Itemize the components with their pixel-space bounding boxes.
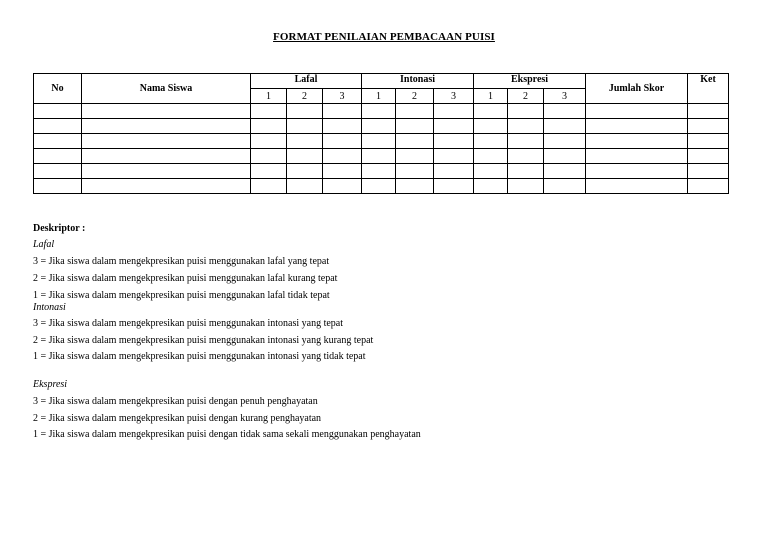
header-no: No xyxy=(34,74,82,104)
table-cell xyxy=(287,149,323,164)
table-cell xyxy=(688,164,729,179)
ekspresi-score-3: 3 xyxy=(544,89,586,104)
table-cell xyxy=(688,179,729,194)
descriptor-ekspresi-label: Ekspresi xyxy=(33,379,68,390)
descriptor-lafal-item: 2 = Jika siswa dalam mengekpresikan puisi menggunakan lafal kurang tepat xyxy=(33,273,338,284)
table-cell xyxy=(586,149,688,164)
table-cell xyxy=(544,104,586,119)
table-cell xyxy=(251,164,287,179)
table-cell xyxy=(323,149,362,164)
table-cell xyxy=(474,164,508,179)
table-cell xyxy=(396,149,434,164)
table-cell xyxy=(544,164,586,179)
table-cell xyxy=(688,119,729,134)
table-cell xyxy=(251,134,287,149)
table-cell xyxy=(323,104,362,119)
table-row xyxy=(34,149,729,164)
descriptor-lafal-item: 3 = Jika siswa dalam mengekpresikan puisi menggunakan lafal yang tepat xyxy=(33,256,330,267)
table-cell xyxy=(82,179,251,194)
header-intonasi: Intonasi xyxy=(362,74,474,89)
table-cell xyxy=(251,179,287,194)
table-cell xyxy=(34,149,82,164)
intonasi-score-1: 1 xyxy=(362,89,396,104)
table-cell xyxy=(474,179,508,194)
assessment-table xyxy=(33,73,729,194)
table-cell xyxy=(544,179,586,194)
table-cell xyxy=(508,149,544,164)
table-cell xyxy=(434,104,474,119)
table-cell xyxy=(287,119,323,134)
descriptor-intonasi-item: 2 = Jika siswa dalam mengekpresikan puisi menggunakan intonasi yang kurang tepat xyxy=(33,335,374,346)
table-cell xyxy=(82,149,251,164)
header-ekspresi: Ekspresi xyxy=(474,74,586,89)
table-cell xyxy=(287,179,323,194)
table-cell xyxy=(474,119,508,134)
table-cell xyxy=(688,134,729,149)
table-cell xyxy=(474,104,508,119)
table-cell xyxy=(544,119,586,134)
table-cell xyxy=(688,104,729,119)
descriptor-ekspresi-item: 3 = Jika siswa dalam mengekpresikan puisi dengan penuh penghayatan xyxy=(33,396,318,407)
ekspresi-score-2: 2 xyxy=(508,89,544,104)
table-cell xyxy=(287,134,323,149)
header-ket: Ket xyxy=(688,74,729,104)
table-cell xyxy=(82,164,251,179)
table-cell xyxy=(34,164,82,179)
table-cell xyxy=(362,164,396,179)
table-cell xyxy=(434,134,474,149)
descriptor-lafal-label: Lafal xyxy=(33,239,55,250)
table-cell xyxy=(396,104,434,119)
table-cell xyxy=(323,179,362,194)
table-cell xyxy=(251,104,287,119)
table-row xyxy=(34,164,729,179)
table-cell xyxy=(362,149,396,164)
table-cell xyxy=(362,119,396,134)
table-cell xyxy=(586,179,688,194)
descriptor-ekspresi-item: 2 = Jika siswa dalam mengekpresikan puisi dengan kurang penghayatan xyxy=(33,413,322,424)
table-cell xyxy=(434,164,474,179)
table-cell xyxy=(434,119,474,134)
table-cell xyxy=(82,119,251,134)
header-jumlah-skor: Jumlah Skor xyxy=(586,74,688,104)
table-cell xyxy=(362,134,396,149)
table-cell xyxy=(82,104,251,119)
table-cell xyxy=(251,149,287,164)
table-row xyxy=(34,134,729,149)
header-nama-siswa: Nama Siswa xyxy=(82,74,251,104)
table-cell xyxy=(396,164,434,179)
table-cell xyxy=(508,134,544,149)
table-cell xyxy=(34,179,82,194)
table-cell xyxy=(586,119,688,134)
table-cell xyxy=(34,104,82,119)
table-cell xyxy=(362,104,396,119)
lafal-score-2: 2 xyxy=(287,89,323,104)
descriptor-intonasi-label: Intonasi xyxy=(33,302,66,313)
table-cell xyxy=(396,134,434,149)
descriptor-heading: Deskriptor : xyxy=(33,223,86,234)
descriptor-ekspresi-item: 1 = Jika siswa dalam mengekpresikan puisi dengan tidak sama sekali menggunakan penghayatan xyxy=(33,429,421,440)
table-cell xyxy=(251,119,287,134)
table-row xyxy=(34,119,729,134)
lafal-score-3: 3 xyxy=(323,89,362,104)
table-cell xyxy=(508,164,544,179)
intonasi-score-3: 3 xyxy=(434,89,474,104)
table-cell xyxy=(323,164,362,179)
table-cell xyxy=(434,179,474,194)
header-lafal: Lafal xyxy=(251,74,362,89)
table-cell xyxy=(396,119,434,134)
table-cell xyxy=(544,149,586,164)
table-cell xyxy=(82,134,251,149)
descriptor-lafal-item: 1 = Jika siswa dalam mengekpresikan puisi menggunakan lafal tidak tepat xyxy=(33,290,330,301)
descriptor-intonasi-item: 1 = Jika siswa dalam mengekpresikan puisi menggunakan intonasi yang tidak tepat xyxy=(33,351,366,362)
table-cell xyxy=(508,179,544,194)
table-cell xyxy=(508,119,544,134)
table-row xyxy=(34,104,729,119)
lafal-score-1: 1 xyxy=(251,89,287,104)
table-cell xyxy=(34,119,82,134)
table-cell xyxy=(323,119,362,134)
table-cell xyxy=(474,149,508,164)
table-cell xyxy=(586,104,688,119)
table-cell xyxy=(34,134,82,149)
intonasi-score-2: 2 xyxy=(396,89,434,104)
table-cell xyxy=(586,134,688,149)
table-cell xyxy=(362,179,396,194)
table-cell xyxy=(396,179,434,194)
table-cell xyxy=(544,134,586,149)
table-cell xyxy=(508,104,544,119)
table-cell xyxy=(287,164,323,179)
page-title: FORMAT PENILAIAN PEMBACAAN PUISI xyxy=(273,31,495,43)
table-cell xyxy=(586,164,688,179)
table-cell xyxy=(323,134,362,149)
table-body xyxy=(34,104,729,194)
table-cell xyxy=(434,149,474,164)
table-cell xyxy=(688,149,729,164)
descriptor-intonasi-item: 3 = Jika siswa dalam mengekpresikan puisi menggunakan intonasi yang tepat xyxy=(33,318,344,329)
table-cell xyxy=(474,134,508,149)
table-row xyxy=(34,179,729,194)
table-cell xyxy=(287,104,323,119)
ekspresi-score-1: 1 xyxy=(474,89,508,104)
